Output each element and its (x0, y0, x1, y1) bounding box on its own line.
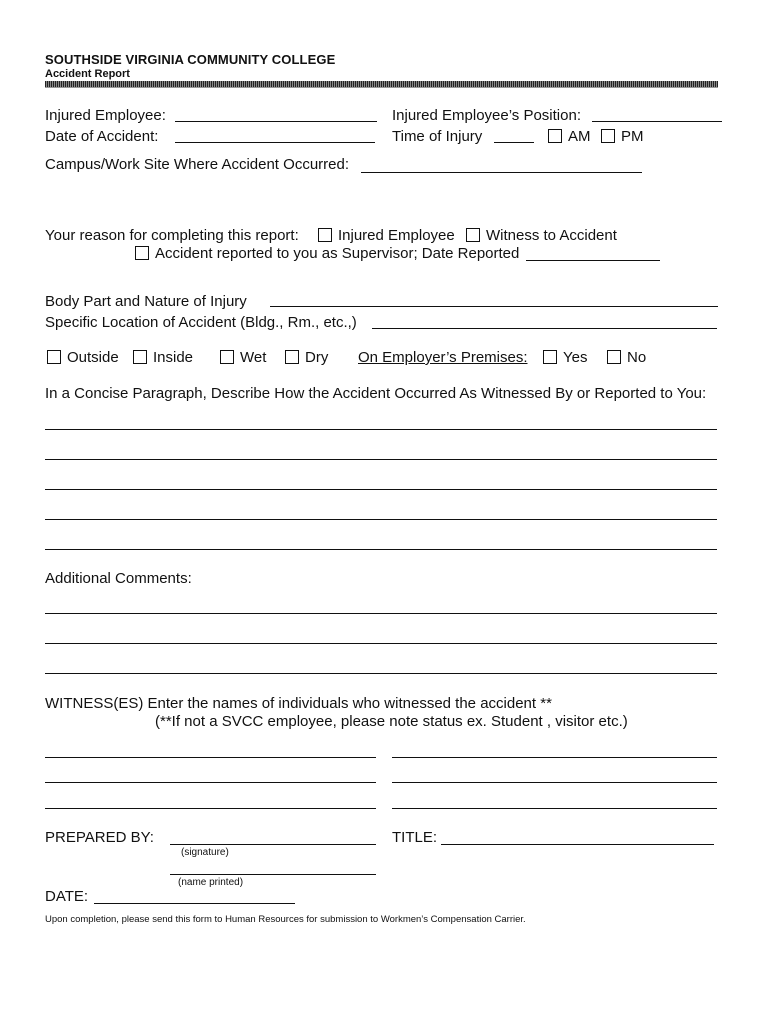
date-of-accident-label: Date of Accident: (45, 128, 159, 145)
premises-yes-checkbox[interactable] (543, 350, 557, 364)
injured-position-field[interactable] (592, 121, 722, 122)
name-printed-caption: (name printed) (178, 877, 244, 888)
premises-no-checkbox[interactable] (607, 350, 621, 364)
institution-name: SOUTHSIDE VIRGINIA COMMUNITY COLLEGE (45, 52, 336, 67)
reason-injured-checkbox[interactable] (318, 228, 332, 242)
describe-line-4[interactable] (45, 519, 717, 520)
witnesses-label: WITNESS(ES) Enter the names of individuals who witnessed the accident ** (45, 695, 552, 712)
premises-yes-label: Yes (563, 349, 588, 366)
report-title: Accident Report (45, 68, 130, 80)
reason-label: Your reason for completing this report: (45, 227, 299, 244)
signature-field[interactable] (170, 844, 376, 845)
signature-caption: (signature) (181, 847, 229, 858)
describe-line-1[interactable] (45, 429, 717, 430)
reason-injured-label: Injured Employee (338, 227, 455, 244)
inside-checkbox[interactable] (133, 350, 147, 364)
witness-right-line-2[interactable] (392, 782, 717, 783)
witness-left-line-3[interactable] (45, 808, 376, 809)
pm-checkbox[interactable] (601, 129, 615, 143)
location-label: Specific Location of Accident (Bldg., Rm., etc.,) (45, 314, 357, 331)
witness-left-line-1[interactable] (45, 757, 376, 758)
witness-right-line-3[interactable] (392, 808, 717, 809)
reason-supervisor-label: Accident reported to you as Supervisor; Date Reported (155, 245, 520, 262)
outside-checkbox[interactable] (47, 350, 61, 364)
witnesses-note: (**If not a SVCC employee, please note status ex. Student , visitor etc.) (155, 713, 628, 730)
body-part-field[interactable] (270, 306, 718, 307)
wet-label: Wet (240, 349, 267, 366)
campus-site-label: Campus/Work Site Where Accident Occurred: (45, 156, 349, 173)
injured-employee-field[interactable] (175, 121, 377, 122)
body-part-label: Body Part and Nature of Injury (45, 293, 247, 310)
header-rule-underline (45, 87, 718, 88)
premises-label: On Employer’s Premises: (358, 349, 528, 366)
title-label: TITLE: (392, 829, 438, 846)
outside-label: Outside (67, 349, 119, 366)
describe-line-5[interactable] (45, 549, 717, 550)
describe-label: In a Concise Paragraph, Describe How the Accident Occurred As Witnessed By or Reported to You: (45, 385, 707, 402)
dry-checkbox[interactable] (285, 350, 299, 364)
premises-no-label: No (627, 349, 647, 366)
prepared-by-label: PREPARED BY: (45, 829, 154, 846)
dry-label: Dry (305, 349, 329, 366)
title-field[interactable] (441, 844, 714, 845)
name-printed-field[interactable] (170, 874, 376, 875)
footer-note: Upon completion, please send this form to Human Resources for submission to Workmen’s Compensation Carrier. (45, 914, 526, 925)
injured-position-label: Injured Employee’s Position: (392, 107, 581, 124)
describe-line-2[interactable] (45, 459, 717, 460)
witness-left-line-2[interactable] (45, 782, 376, 783)
comments-label: Additional Comments: (45, 570, 192, 587)
location-field[interactable] (372, 328, 717, 329)
reason-witness-checkbox[interactable] (466, 228, 480, 242)
am-label: AM (568, 128, 591, 145)
time-of-injury-label: Time of Injury (392, 128, 483, 145)
time-of-injury-field[interactable] (494, 142, 534, 143)
inside-label: Inside (153, 349, 194, 366)
reason-supervisor-checkbox[interactable] (135, 246, 149, 260)
comments-line-3[interactable] (45, 673, 717, 674)
campus-site-field[interactable] (361, 172, 642, 173)
date-label: DATE: (45, 888, 89, 905)
comments-line-2[interactable] (45, 643, 717, 644)
describe-line-3[interactable] (45, 489, 717, 490)
reason-witness-label: Witness to Accident (486, 227, 617, 244)
pm-label: PM (621, 128, 644, 145)
witness-right-line-1[interactable] (392, 757, 717, 758)
date-reported-field[interactable] (526, 260, 660, 261)
date-field[interactable] (94, 903, 295, 904)
injured-employee-label: Injured Employee: (45, 107, 166, 124)
am-checkbox[interactable] (548, 129, 562, 143)
date-of-accident-field[interactable] (175, 142, 375, 143)
wet-checkbox[interactable] (220, 350, 234, 364)
comments-line-1[interactable] (45, 613, 717, 614)
